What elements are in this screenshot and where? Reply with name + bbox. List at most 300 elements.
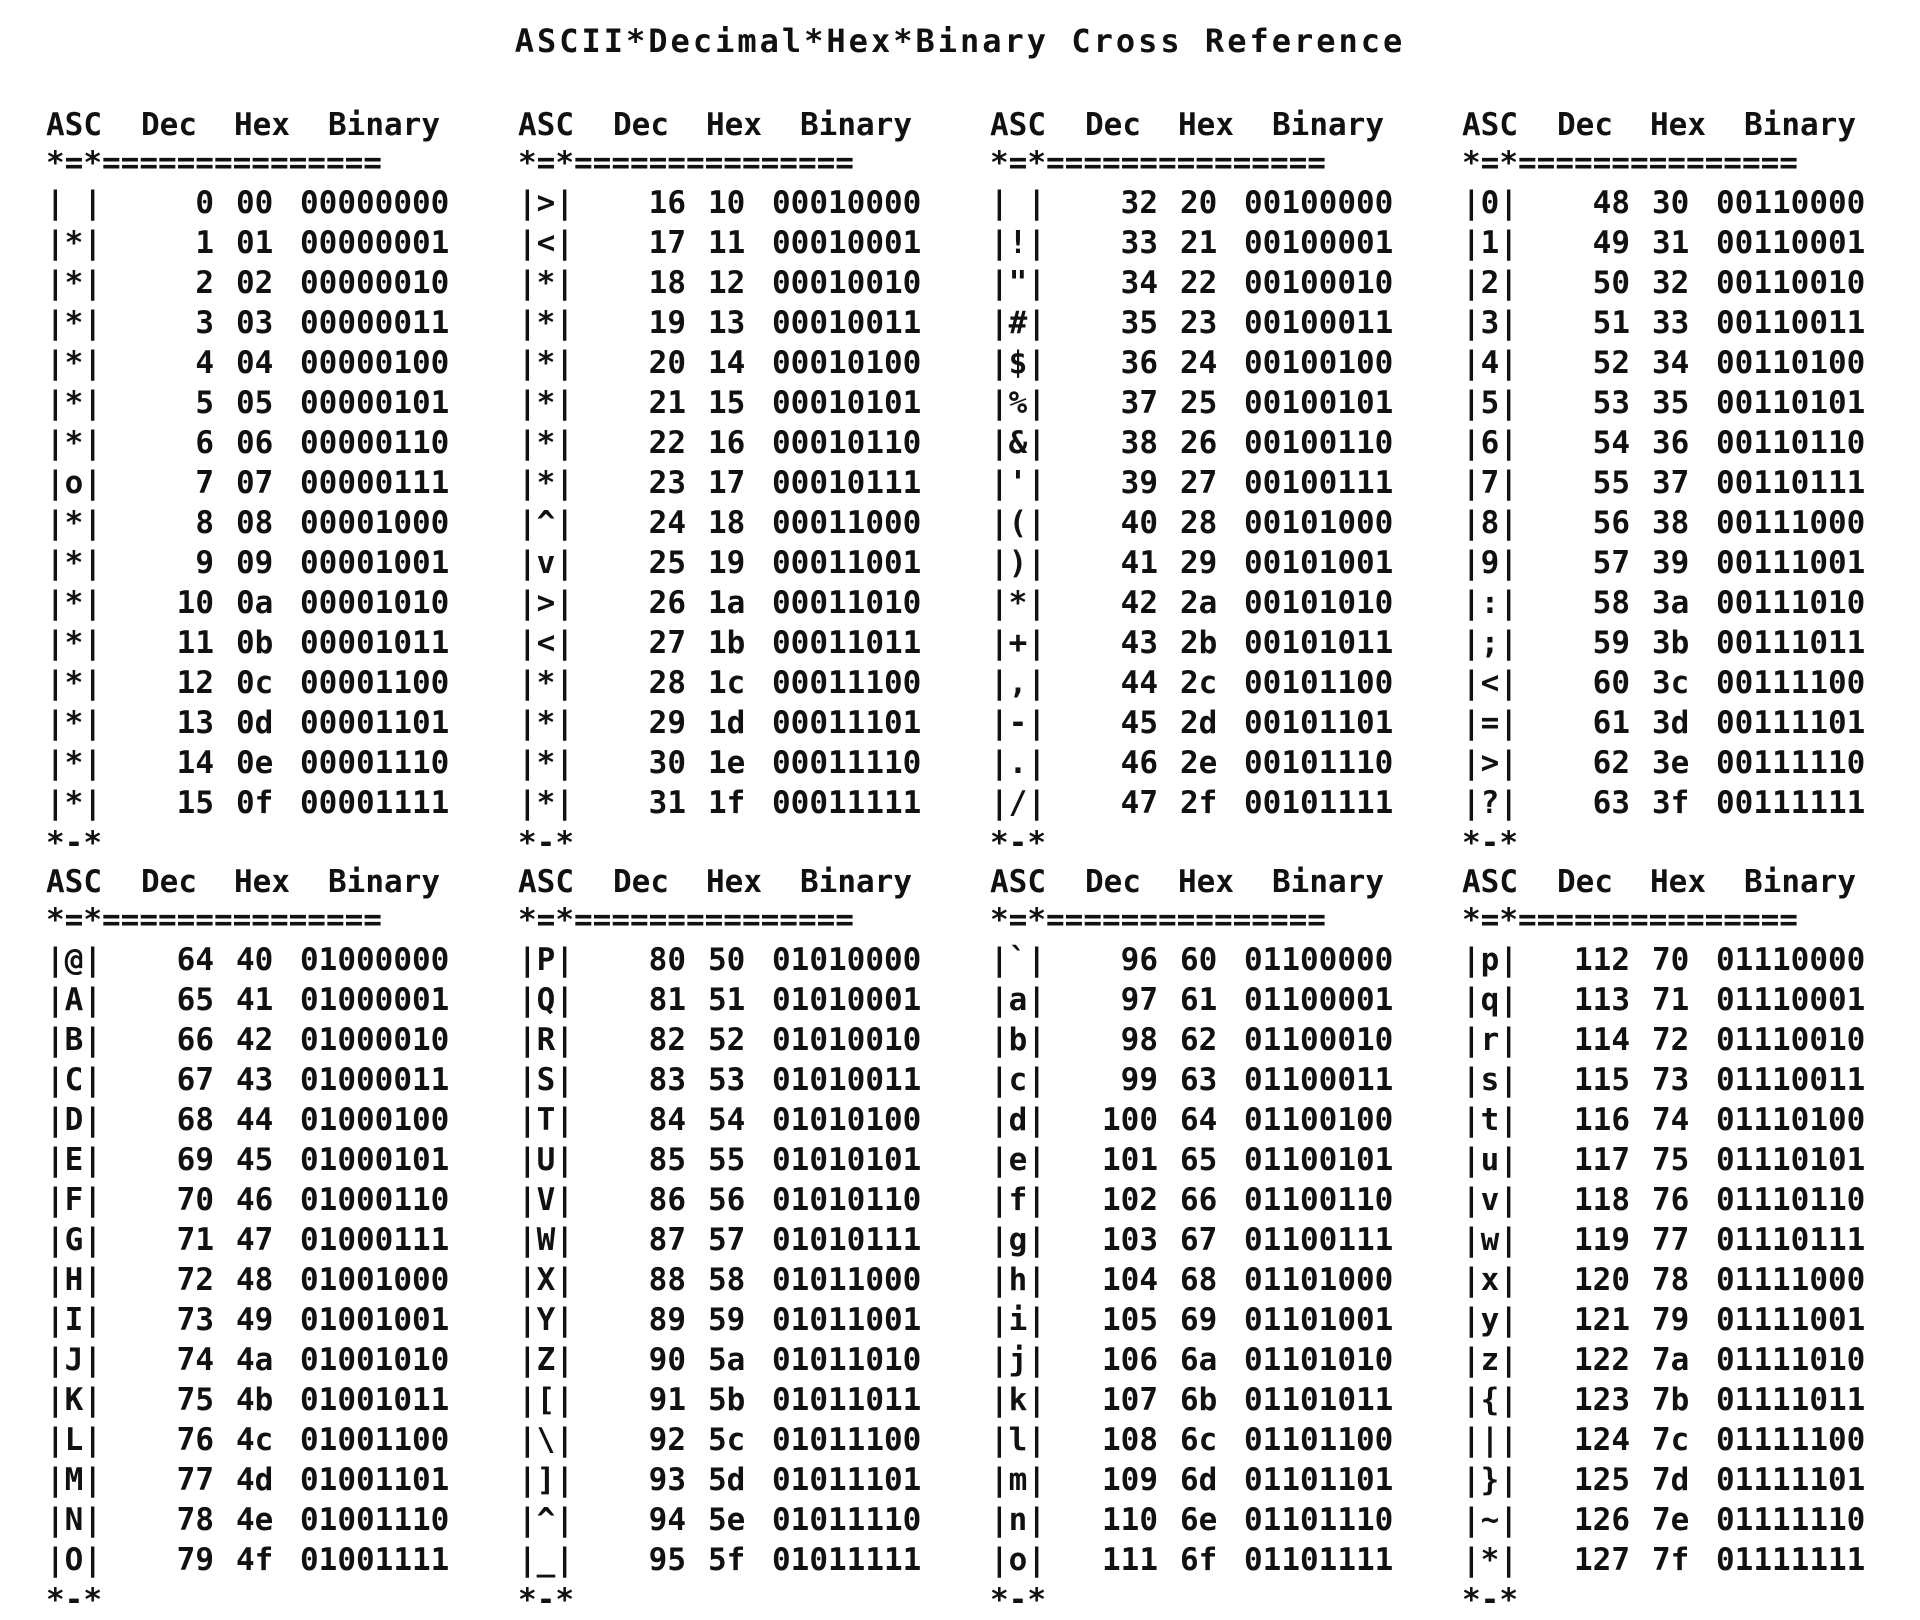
binary-cell: 01011000 [772,1262,922,1298]
binary-cell: 01010011 [772,1062,922,1098]
ascii-cell: |u| [1462,1142,1518,1178]
hex-cell: 1a [708,585,746,621]
binary-cell: 01000110 [300,1182,450,1218]
ascii-cell: |N| [46,1502,102,1538]
ascii-cell: |*| [46,785,102,821]
header-binary: Binary [1744,107,1856,143]
decimal-cell: 52 [1592,345,1630,381]
ascii-cell: |*| [518,665,574,701]
ascii-cell: |*| [46,545,102,581]
decimal-cell: 32 [1120,185,1158,221]
binary-cell: 00101010 [1244,585,1394,621]
binary-cell: 00110000 [1716,185,1866,221]
decimal-cell: 21 [648,385,686,421]
decimal-cell: 60 [1592,665,1630,701]
ascii-cell: |]| [518,1462,574,1498]
decimal-cell: 53 [1592,385,1630,421]
binary-cell: 00010110 [772,425,922,461]
decimal-cell: 93 [648,1462,686,1498]
decimal-cell: 30 [648,745,686,781]
decimal-cell: 57 [1592,545,1630,581]
binary-cell: 00011010 [772,585,922,621]
hex-cell: 0f [236,785,274,821]
decimal-cell: 85 [648,1142,686,1178]
decimal-cell: 29 [648,705,686,741]
hex-cell: 53 [708,1062,746,1098]
decimal-cell: 104 [1102,1262,1158,1298]
binary-cell: 00001000 [300,505,450,541]
decimal-cell: 126 [1574,1502,1630,1538]
hex-cell: 52 [708,1022,746,1058]
ascii-cell: |\| [518,1422,574,1458]
hex-cell: 76 [1652,1182,1690,1218]
hex-cell: 75 [1652,1142,1690,1178]
ascii-cell: |>| [518,585,574,621]
hex-cell: 73 [1652,1062,1690,1098]
decimal-cell: 118 [1574,1182,1630,1218]
ascii-cell: |&| [990,425,1046,461]
header-binary: Binary [328,864,440,900]
ascii-cell: |g| [990,1222,1046,1258]
decimal-cell: 67 [176,1062,214,1098]
decimal-cell: 1 [195,225,214,261]
ascii-cell: | | [46,185,102,221]
binary-cell: 00111011 [1716,625,1866,661]
hex-cell: 21 [1180,225,1218,261]
hex-cell: 0d [236,705,274,741]
decimal-cell: 105 [1102,1302,1158,1338]
hex-cell: 54 [708,1102,746,1138]
hex-cell: 51 [708,982,746,1018]
hex-cell: 35 [1652,385,1690,421]
binary-cell: 00111000 [1716,505,1866,541]
hex-cell: 60 [1180,942,1218,978]
binary-cell: 01001100 [300,1422,450,1458]
decimal-cell: 45 [1120,705,1158,741]
ascii-cell: |*| [46,425,102,461]
binary-cell: 01101011 [1244,1382,1394,1418]
hex-cell: 77 [1652,1222,1690,1258]
hex-cell: 65 [1180,1142,1218,1178]
decimal-cell: 25 [648,545,686,581]
hex-cell: 6a [1180,1342,1218,1378]
ascii-cell: |9| [1462,545,1518,581]
hex-cell: 61 [1180,982,1218,1018]
header-hex: Hex [706,864,762,900]
hex-cell: 70 [1652,942,1690,978]
hex-cell: 4e [236,1502,274,1538]
hex-cell: 43 [236,1062,274,1098]
binary-cell: 00011110 [772,745,922,781]
hex-cell: 15 [708,385,746,421]
ascii-cell: |^| [518,1502,574,1538]
decimal-cell: 102 [1102,1182,1158,1218]
binary-cell: 00101001 [1244,545,1394,581]
hex-cell: 24 [1180,345,1218,381]
hex-cell: 0e [236,745,274,781]
binary-cell: 00100001 [1244,225,1394,261]
ascii-cell: |Y| [518,1302,574,1338]
binary-cell: 00100010 [1244,265,1394,301]
decimal-cell: 116 [1574,1102,1630,1138]
decimal-cell: 90 [648,1342,686,1378]
decimal-cell: 111 [1102,1542,1158,1578]
ascii-cell: |2| [1462,265,1518,301]
decimal-cell: 27 [648,625,686,661]
binary-cell: 01010100 [772,1102,922,1138]
hex-cell: 20 [1180,185,1218,221]
block-footer: *-* [46,1582,102,1618]
ascii-cell: |<| [518,625,574,661]
ascii-cell: |M| [46,1462,102,1498]
binary-cell: 00100101 [1244,385,1394,421]
hex-cell: 03 [236,305,274,341]
hex-cell: 62 [1180,1022,1218,1058]
ascii-cell: |X| [518,1262,574,1298]
decimal-cell: 124 [1574,1422,1630,1458]
binary-cell: 01111000 [1716,1262,1866,1298]
binary-cell: 01100101 [1244,1142,1394,1178]
header-asc: ASC [990,107,1046,143]
hex-cell: 74 [1652,1102,1690,1138]
ascii-cell: |t| [1462,1102,1518,1138]
header-separator: *=*=============== [518,145,854,181]
header-separator: *=*=============== [46,145,382,181]
decimal-cell: 41 [1120,545,1158,581]
ascii-cell: |P| [518,942,574,978]
ascii-cell: |v| [518,545,574,581]
decimal-cell: 84 [648,1102,686,1138]
decimal-cell: 62 [1592,745,1630,781]
decimal-cell: 17 [648,225,686,261]
ascii-cell: |*| [518,785,574,821]
binary-cell: 00001001 [300,545,450,581]
hex-cell: 71 [1652,982,1690,1018]
hex-cell: 1c [708,665,746,701]
hex-cell: 13 [708,305,746,341]
binary-cell: 01010000 [772,942,922,978]
binary-cell: 00100011 [1244,305,1394,341]
hex-cell: 5d [708,1462,746,1498]
decimal-cell: 14 [176,745,214,781]
decimal-cell: 36 [1120,345,1158,381]
decimal-cell: 19 [648,305,686,341]
hex-cell: 00 [236,185,274,221]
binary-cell: 01000100 [300,1102,450,1138]
binary-cell: 00100000 [1244,185,1394,221]
hex-cell: 7d [1652,1462,1690,1498]
binary-cell: 01001011 [300,1382,450,1418]
decimal-cell: 42 [1120,585,1158,621]
ascii-cell: |c| [990,1062,1046,1098]
hex-cell: 38 [1652,505,1690,541]
hex-cell: 39 [1652,545,1690,581]
page-title: ASCII*Decimal*Hex*Binary Cross Reference [514,22,1406,60]
decimal-cell: 98 [1120,1022,1158,1058]
binary-cell: 01011101 [772,1462,922,1498]
ascii-cell: |)| [990,545,1046,581]
hex-cell: 45 [236,1142,274,1178]
decimal-cell: 107 [1102,1382,1158,1418]
header-hex: Hex [706,107,762,143]
decimal-cell: 101 [1102,1142,1158,1178]
header-asc: ASC [1462,107,1518,143]
ascii-cell: |'| [990,465,1046,501]
ascii-cell: |*| [46,305,102,341]
hex-cell: 02 [236,265,274,301]
hex-cell: 0c [236,665,274,701]
binary-cell: 01111100 [1716,1422,1866,1458]
decimal-cell: 39 [1120,465,1158,501]
hex-cell: 59 [708,1302,746,1338]
header-binary: Binary [800,864,912,900]
hex-cell: 01 [236,225,274,261]
block-footer: *-* [990,825,1046,861]
hex-cell: 19 [708,545,746,581]
hex-cell: 7c [1652,1422,1690,1458]
binary-cell: 01100010 [1244,1022,1394,1058]
hex-cell: 3d [1652,705,1690,741]
binary-cell: 01110110 [1716,1182,1866,1218]
hex-cell: 42 [236,1022,274,1058]
hex-cell: 1d [708,705,746,741]
binary-cell: 01001110 [300,1502,450,1538]
ascii-cell: |L| [46,1422,102,1458]
ascii-cell: |*| [46,505,102,541]
header-asc: ASC [1462,864,1518,900]
decimal-cell: 115 [1574,1062,1630,1098]
binary-cell: 01011010 [772,1342,922,1378]
ascii-cell: |!| [990,225,1046,261]
binary-cell: 00101101 [1244,705,1394,741]
binary-cell: 00110101 [1716,385,1866,421]
decimal-cell: 82 [648,1022,686,1058]
header-dec: Dec [1085,107,1141,143]
decimal-cell: 34 [1120,265,1158,301]
decimal-cell: 31 [648,785,686,821]
hex-cell: 1f [708,785,746,821]
binary-cell: 01001010 [300,1342,450,1378]
hex-cell: 57 [708,1222,746,1258]
ascii-cell: |<| [1462,665,1518,701]
decimal-cell: 87 [648,1222,686,1258]
ascii-cell: |j| [990,1342,1046,1378]
hex-cell: 25 [1180,385,1218,421]
ascii-cell: |*| [46,385,102,421]
ascii-cell: |D| [46,1102,102,1138]
ascii-cell: |b| [990,1022,1046,1058]
decimal-cell: 59 [1592,625,1630,661]
header-separator: *=*=============== [518,902,854,938]
binary-cell: 00110011 [1716,305,1866,341]
decimal-cell: 7 [195,465,214,501]
decimal-cell: 51 [1592,305,1630,341]
ascii-cell: |o| [46,465,102,501]
binary-cell: 00111110 [1716,745,1866,781]
binary-cell: 00110110 [1716,425,1866,461]
ascii-cell: |*| [46,265,102,301]
ascii-cell: |@| [46,942,102,978]
binary-cell: 00010100 [772,345,922,381]
ascii-cell: |[| [518,1382,574,1418]
decimal-cell: 117 [1574,1142,1630,1178]
ascii-cell: |*| [46,585,102,621]
binary-cell: 01101000 [1244,1262,1394,1298]
header-hex: Hex [234,107,290,143]
header-hex: Hex [1650,864,1706,900]
binary-cell: 00111101 [1716,705,1866,741]
binary-cell: 00000100 [300,345,450,381]
decimal-cell: 28 [648,665,686,701]
decimal-cell: 83 [648,1062,686,1098]
binary-cell: 01110101 [1716,1142,1866,1178]
hex-cell: 05 [236,385,274,421]
decimal-cell: 2 [195,265,214,301]
ascii-cell: |h| [990,1262,1046,1298]
hex-cell: 2d [1180,705,1218,741]
decimal-cell: 13 [176,705,214,741]
hex-cell: 31 [1652,225,1690,261]
decimal-cell: 106 [1102,1342,1158,1378]
binary-cell: 01011110 [772,1502,922,1538]
binary-cell: 00110001 [1716,225,1866,261]
header-hex: Hex [1178,864,1234,900]
ascii-cell: |}| [1462,1462,1518,1498]
binary-cell: 01111101 [1716,1462,1866,1498]
hex-cell: 44 [236,1102,274,1138]
binary-cell: 00011101 [772,705,922,741]
binary-cell: 01010001 [772,982,922,1018]
hex-cell: 46 [236,1182,274,1218]
hex-cell: 6e [1180,1502,1218,1538]
ascii-cell: |*| [46,345,102,381]
binary-cell: 00101011 [1244,625,1394,661]
decimal-cell: 26 [648,585,686,621]
binary-cell: 00111010 [1716,585,1866,621]
binary-cell: 01101110 [1244,1502,1394,1538]
binary-cell: 01111110 [1716,1502,1866,1538]
ascii-cell: |i| [990,1302,1046,1338]
ascii-cell: |0| [1462,185,1518,221]
hex-cell: 17 [708,465,746,501]
binary-cell: 00101111 [1244,785,1394,821]
binary-cell: 00101110 [1244,745,1394,781]
decimal-cell: 108 [1102,1422,1158,1458]
decimal-cell: 122 [1574,1342,1630,1378]
hex-cell: 06 [236,425,274,461]
ascii-cell: |*| [518,465,574,501]
hex-cell: 72 [1652,1022,1690,1058]
decimal-cell: 120 [1574,1262,1630,1298]
hex-cell: 58 [708,1262,746,1298]
hex-cell: 34 [1652,345,1690,381]
ascii-cell: |U| [518,1142,574,1178]
ascii-cell: |>| [518,185,574,221]
hex-cell: 04 [236,345,274,381]
hex-cell: 3e [1652,745,1690,781]
ascii-cell: |k| [990,1382,1046,1418]
binary-cell: 01110001 [1716,982,1866,1018]
binary-cell: 01110011 [1716,1062,1866,1098]
decimal-cell: 37 [1120,385,1158,421]
decimal-cell: 65 [176,982,214,1018]
binary-cell: 01000000 [300,942,450,978]
decimal-cell: 47 [1120,785,1158,821]
block-footer: *-* [1462,825,1518,861]
hex-cell: 2e [1180,745,1218,781]
binary-cell: 01010110 [772,1182,922,1218]
binary-cell: 01000010 [300,1022,450,1058]
ascii-cell: |T| [518,1102,574,1138]
ascii-cell: |w| [1462,1222,1518,1258]
binary-cell: 00000000 [300,185,450,221]
binary-cell: 01111001 [1716,1302,1866,1338]
binary-cell: 01100001 [1244,982,1394,1018]
hex-cell: 4c [236,1422,274,1458]
hex-cell: 5b [708,1382,746,1418]
binary-cell: 01001001 [300,1302,450,1338]
decimal-cell: 43 [1120,625,1158,661]
hex-cell: 48 [236,1262,274,1298]
binary-cell: 01100000 [1244,942,1394,978]
decimal-cell: 56 [1592,505,1630,541]
hex-cell: 16 [708,425,746,461]
decimal-cell: 46 [1120,745,1158,781]
hex-cell: 40 [236,942,274,978]
decimal-cell: 86 [648,1182,686,1218]
hex-cell: 6b [1180,1382,1218,1418]
decimal-cell: 18 [648,265,686,301]
decimal-cell: 44 [1120,665,1158,701]
ascii-cell: |^| [518,505,574,541]
header-dec: Dec [141,864,197,900]
ascii-cell: |r| [1462,1022,1518,1058]
block-footer: *-* [990,1582,1046,1618]
decimal-cell: 92 [648,1422,686,1458]
binary-cell: 00000001 [300,225,450,261]
hex-cell: 56 [708,1182,746,1218]
decimal-cell: 16 [648,185,686,221]
decimal-cell: 95 [648,1542,686,1578]
hex-cell: 5a [708,1342,746,1378]
binary-cell: 00001111 [300,785,450,821]
decimal-cell: 24 [648,505,686,541]
binary-cell: 00000101 [300,385,450,421]
binary-cell: 00111001 [1716,545,1866,581]
decimal-cell: 76 [176,1422,214,1458]
ascii-cell: |3| [1462,305,1518,341]
ascii-cell: |A| [46,982,102,1018]
ascii-cell: |R| [518,1022,574,1058]
header-asc: ASC [46,864,102,900]
binary-cell: 01011011 [772,1382,922,1418]
binary-cell: 00010011 [772,305,922,341]
decimal-cell: 54 [1592,425,1630,461]
hex-cell: 4a [236,1342,274,1378]
header-binary: Binary [1272,864,1384,900]
hex-cell: 5e [708,1502,746,1538]
ascii-cell: |*| [518,345,574,381]
header-dec: Dec [1557,864,1613,900]
binary-cell: 01001000 [300,1262,450,1298]
binary-cell: 00001110 [300,745,450,781]
binary-cell: 00010001 [772,225,922,261]
binary-cell: 00001010 [300,585,450,621]
binary-cell: 01010010 [772,1022,922,1058]
ascii-cell: |F| [46,1182,102,1218]
decimal-cell: 64 [176,942,214,978]
ascii-cell: |*| [1462,1542,1518,1578]
